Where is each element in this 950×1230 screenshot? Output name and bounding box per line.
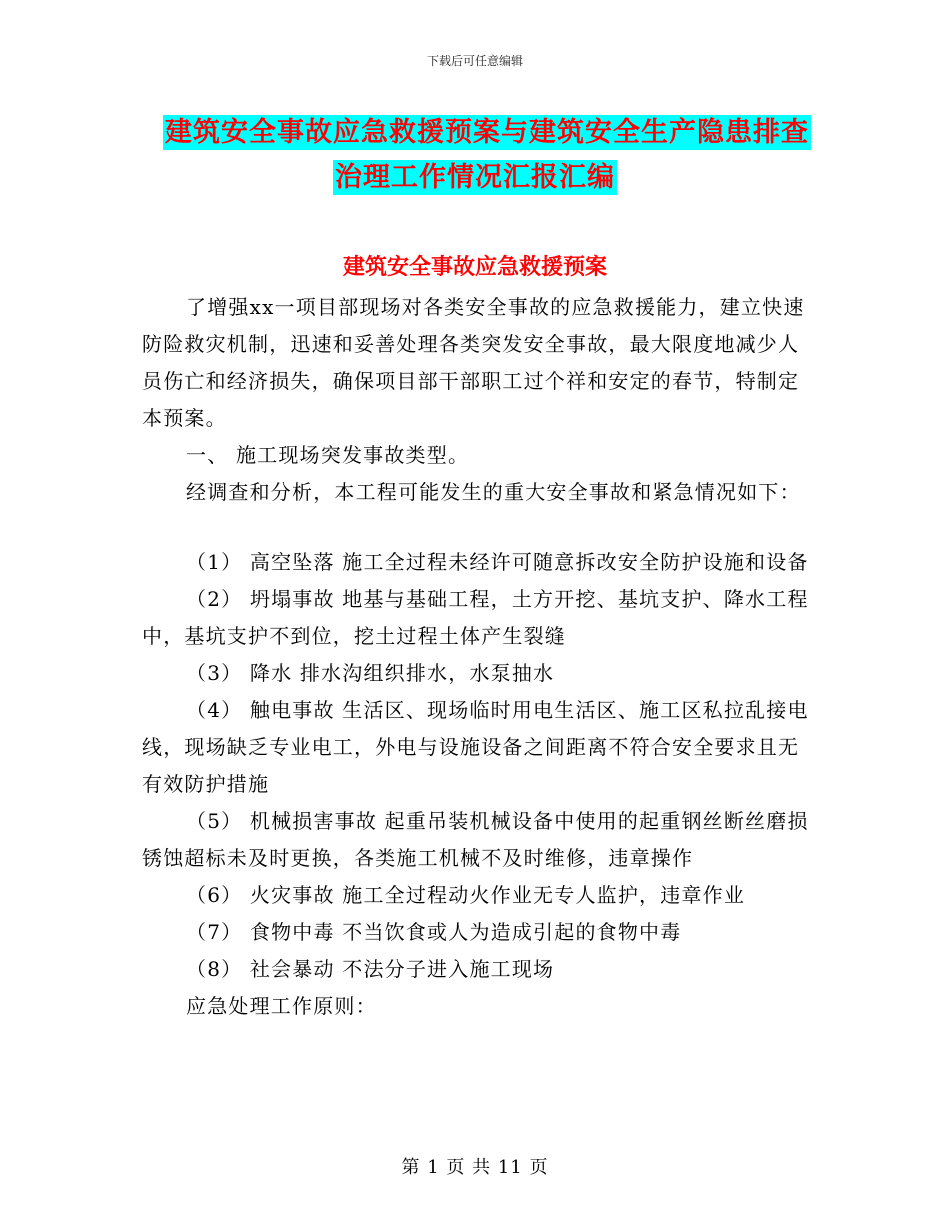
section-title: 建筑安全事故应急救援预案 <box>342 255 607 280</box>
page-footer-pagination: 第 1 页 共 11 页 <box>401 1157 549 1178</box>
principles-heading: 应急处理工作原则： <box>186 994 377 1018</box>
list-item-4: （4） 触电事故 生活区、现场临时用电生活区、施工区私拉乱接电线，现场缺乏专业电工，外电与设施设备之间距离不符合安全要求且无有效防护措施 <box>142 698 809 796</box>
list-item-2: （2） 坍塌事故 地基与基础工程，土方开挖、基坑支护、降水工程中，基坑支护不到位，挖土过程土体产生裂缝 <box>142 587 809 648</box>
body-block-1 <box>142 289 810 511</box>
list-item-6: （6） 火灾事故 施工全过程动火作业无专人监护，违章作业 <box>186 883 746 907</box>
document-title-text-2: 治理工作情况汇报汇编 <box>335 162 615 193</box>
document-title-text-1: 建筑安全事故应急救援预案与建筑安全生产隐患排查 <box>165 117 809 148</box>
body-block-2 <box>142 544 810 1025</box>
list-item-1: （1） 高空坠落 施工全过程未经许可随意拆改安全防护设施和设备 <box>186 550 809 574</box>
list-item-5: （5） 机械损害事故 起重吊装机械设备中使用的起重钢丝断丝磨损锈蚀超标未及时更换，各类施工机械不及时维修，违章操作 <box>142 809 809 870</box>
page-header-note: 下载后可任意编辑 <box>426 54 523 68</box>
document-title-line-1 <box>0 110 950 149</box>
list-item-7: （7） 食物中毒 不当饮食或人为造成引起的食物中毒 <box>186 920 682 944</box>
list-item-3: （3） 降水 排水沟组织排水，水泵抽水 <box>186 661 555 685</box>
document-title-line-2 <box>0 155 950 194</box>
heading-accident-types: 一、 施工现场突发事故类型。 <box>186 443 470 467</box>
intro-paragraph: 了增强xx一项目部现场对各类安全事故的应急救援能力，建立快速防险救灾机制，迅速和妥善处理各类突发安全事故，最大限度地减少人员伤亡和经济损失，确保项目部干部职工过个祥和安定的春节，特制定本预案。 <box>142 295 805 430</box>
list-item-8: （8） 社会暴动 不法分子进入施工现场 <box>186 957 555 981</box>
survey-paragraph: 经调查和分析，本工程可能发生的重大安全事故和紧急情况如下： <box>186 480 801 504</box>
